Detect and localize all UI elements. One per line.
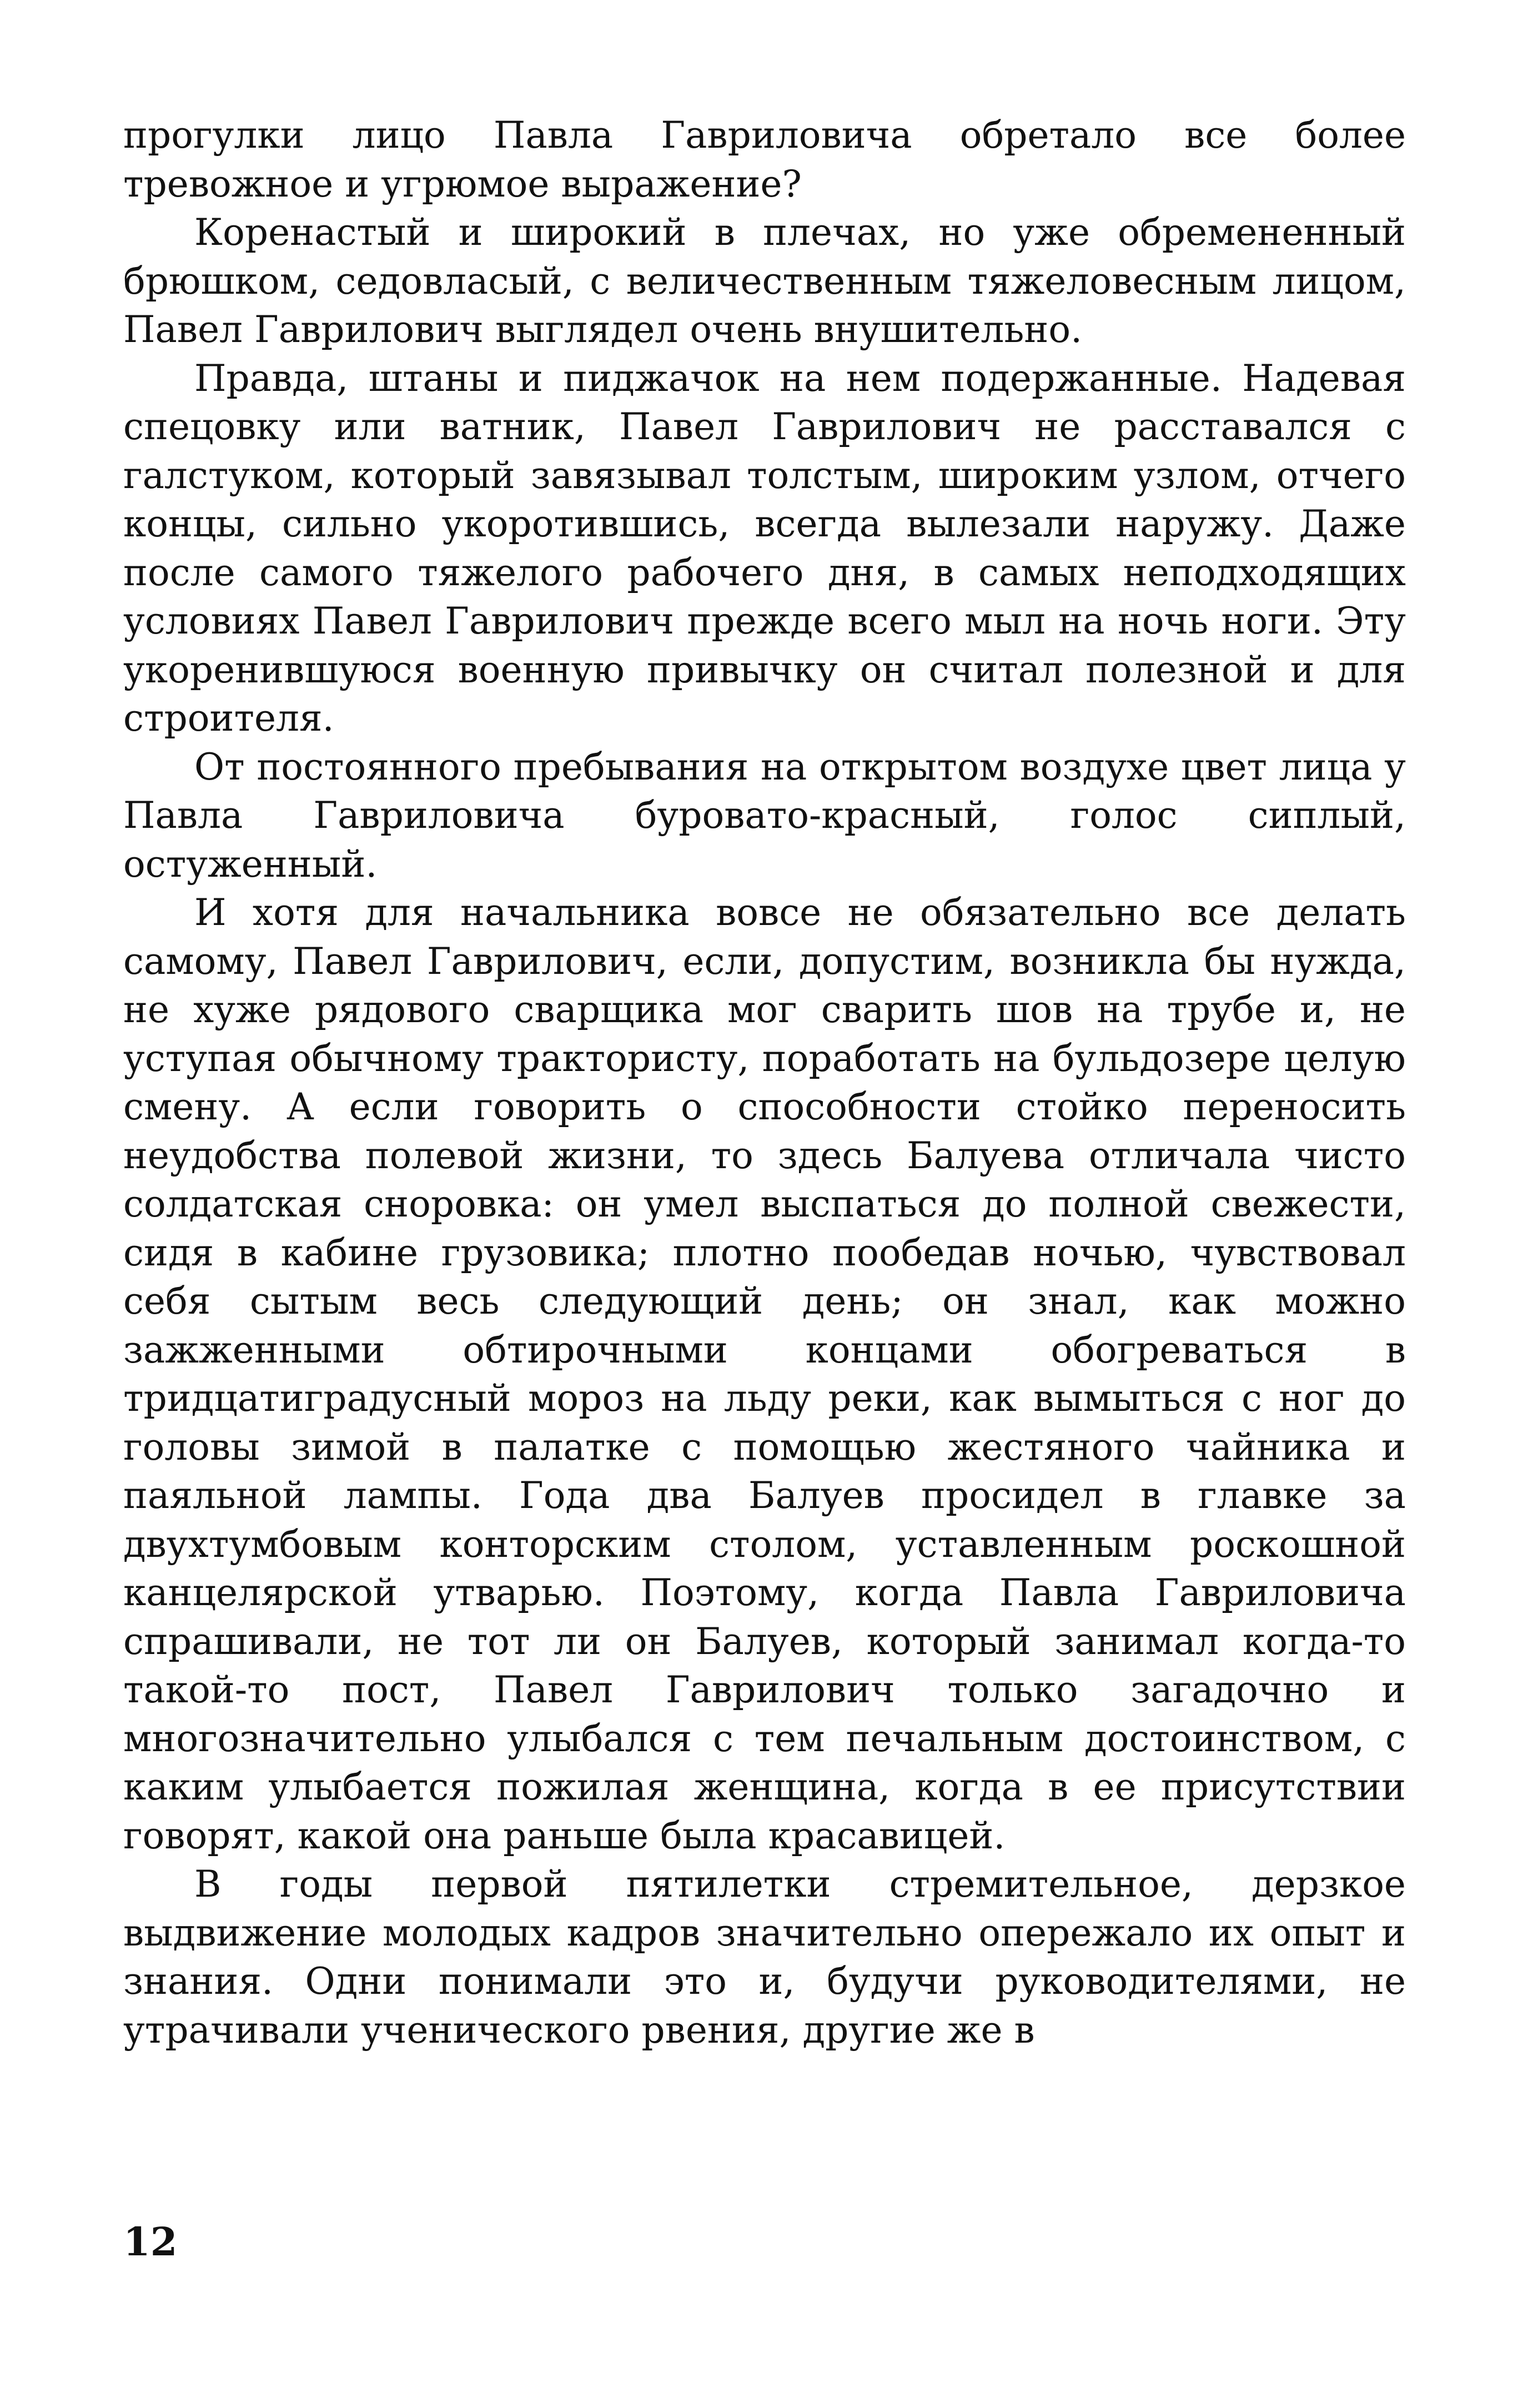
paragraph-5: И хотя для начальника вовсе не обязательно все делать самому, Павел Гаврилович, если, допустим, возникла бы нужда, не хуже рядового сварщика мог сварить шов на трубе и, не уступая обычному трактористу, поработать на бульдозере целую смену. А если говорить о способности стойко переносить неудобства полевой жизни, то здесь Балуева отличала чисто солдатская сноровка: он умел выспаться до полной свежести, сидя в кабине грузовика; плотно пообедав ночью, чувствовал себя сытым весь следующий день; он знал, как можно зажженными обтирочными концами обогреваться в тридцатиградусный мороз на льду реки, как вымыться с ног до головы зимой в палатке с помощью жестяного чайника и паяльной лампы. Года два Балуев просидел в главке за двухтумбовым конторским столом, уставленным роскошной канцелярской утварью. Поэтому, когда Павла Гавриловича спрашивали, не тот ли он Балуев, который занимал когда-то такой-то пост, Павел Гаврилович только загадочно и многозначительно улыбался с тем печальным достоинством, с каким улыбается пожилая женщина, когда в ее присутствии говорят, какой она раньше была красавицей. — [123, 891, 1406, 1857]
paragraph-2: Коренастый и широкий в плечах, но уже обремененный брюшком, седовласый, с величественным тяжеловесным лицом, Павел Гаврилович выглядел очень внушительно. — [123, 211, 1406, 351]
paragraph-3: Правда, штаны и пиджачок на нем подержанные. Надевая спецовку или ватник, Павел Гаврилович не расставался с галстуком, который завязывал толстым, широким узлом, отчего концы, сильно укоротившись, всегда вылезали наружу. Даже после самого тяжелого рабочего дня, в самых неподходящих условиях Павел Гаврилович прежде всего мыл на ночь ноги. Эту укоренившуюся военную привычку он считал полезной и для строителя. — [123, 356, 1406, 740]
paragraph-1: прогулки лицо Павла Гавриловича обретало все более тревожное и угрюмое выражение? — [123, 114, 1406, 205]
paragraph-4: От постоянного пребывания на открытом воздухе цвет лица у Павла Гавриловича буровато-красный, голос сиплый, остуженный. — [123, 745, 1406, 886]
paragraph-6: В годы первой пятилетки стремительное, дерзкое выдвижение молодых кадров значительно опережало их опыт и знания. Одни понимали это и, будучи руководителями, не утрачивали ученического рвения, другие же в — [123, 1863, 1406, 2052]
page-number: 12 — [123, 2219, 178, 2265]
body-text — [123, 111, 1406, 2054]
